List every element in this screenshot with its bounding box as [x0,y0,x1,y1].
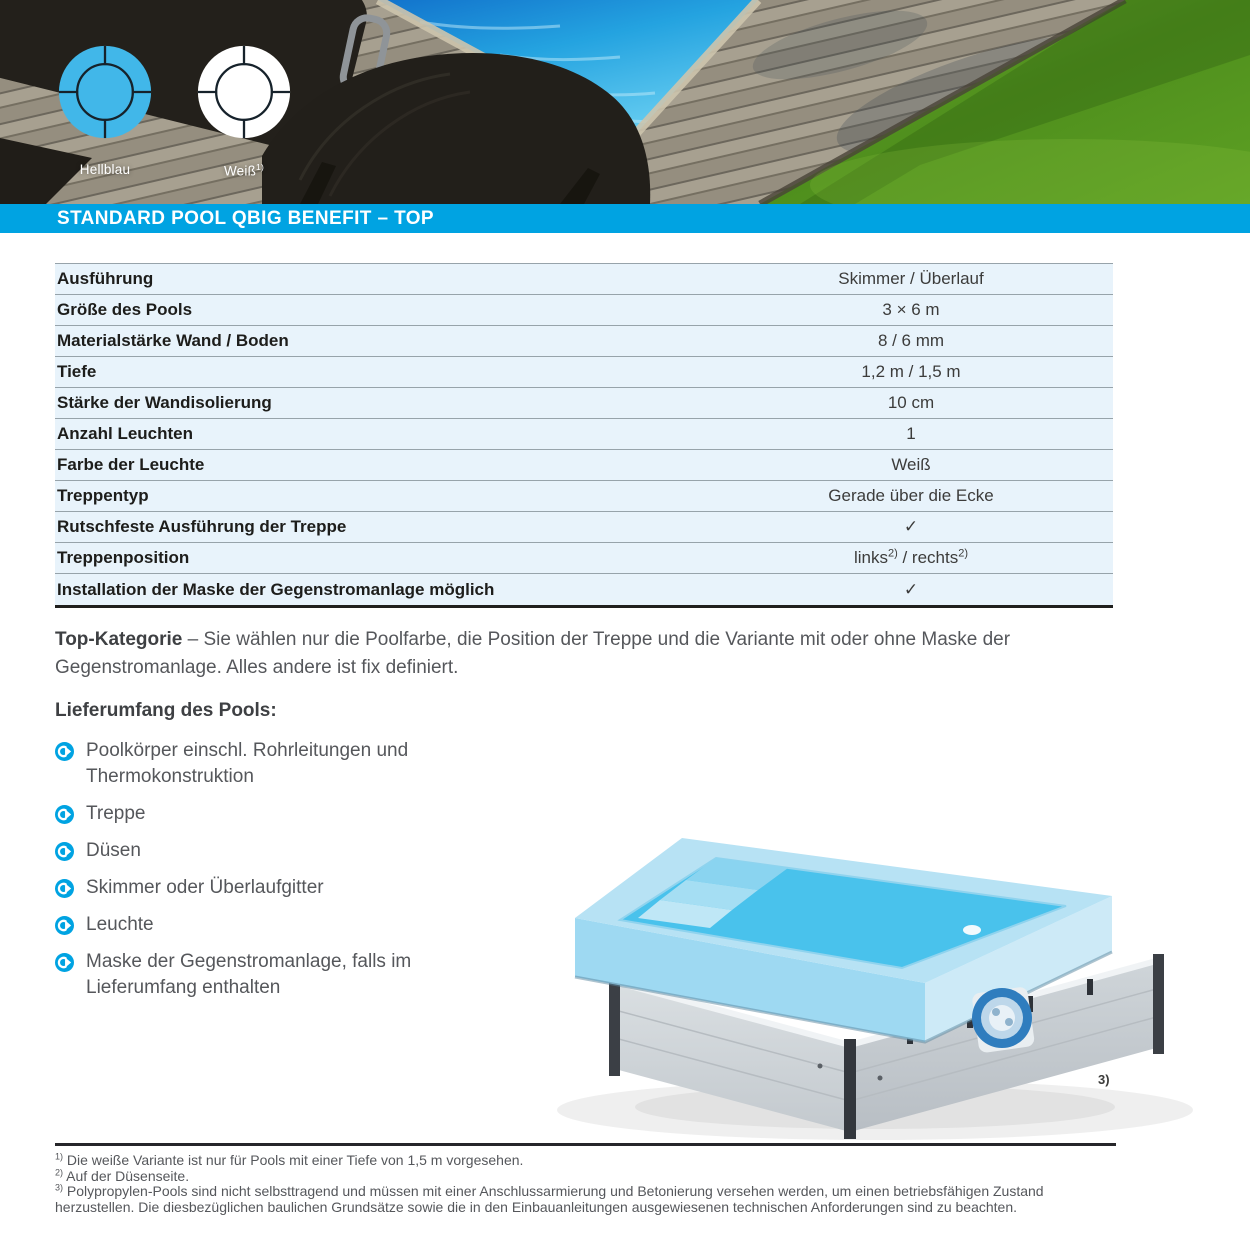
description-lead: Top-Kategorie [55,629,183,650]
table-row [55,419,1113,450]
list-item-text: Treppe [86,803,146,824]
spec-label: Treppentyp [57,486,149,505]
footnote-marker: 1) [55,1151,64,1162]
scope-heading: Lieferumfang des Pools: [55,700,277,721]
section-title-bar [0,204,1250,233]
list-item [55,738,480,790]
pool-lamp [963,925,981,935]
scope-list [55,738,480,1012]
table-row [55,295,1113,326]
list-item [55,912,480,938]
list-item [55,949,480,1001]
spec-value: 10 cm [887,393,935,412]
circle-arrow-right-icon [55,879,74,898]
spec-label: Ausführung [57,269,154,288]
spec-label: Tiefe [57,362,97,381]
spec-value: 3 × 6 m [882,300,940,319]
table-row [55,481,1113,512]
footnote-marker: 3) [55,1182,64,1193]
color-swatch-hellblau [57,44,153,177]
table-row [55,512,1113,543]
spec-value: Gerade über die Ecke [828,486,994,505]
footnote [55,1166,1060,1185]
list-item [55,875,480,901]
circle-arrow-right-icon [55,916,74,935]
list-item-text: Poolkörper einschl. Rohrleitungen und Thermokonstruktion [86,740,409,787]
spec-table [55,263,1113,608]
list-item-text: Maske der Gegenstromanlage, falls im Lieferumfang enthalten [86,951,412,998]
spec-label: Farbe der Leuchte [57,455,205,474]
table-row [55,574,1113,605]
circle-arrow-right-icon [55,953,74,972]
swatch-label: Weiß$^{1)}$ [223,162,265,179]
spec-label: Materialstärke Wand / Boden [57,331,289,350]
list-item-text: Leuchte [86,914,154,935]
footnote [55,1184,1060,1215]
footnote-text: Polypropylen-Pools sind nicht selbsttragend und müssen mit einer Anschlussarmierung und Betonierung versehen werden, um einen betriebsfähigen Zustand herzustellen. Die diesbezüglichen baulichen Grundsätze sowie die in den Einbauanleitungen ausgewiesenen technischen Anforderungen sind zu beachten. [55,1183,1044,1215]
spec-value: 8 / 6 mm [877,331,945,350]
spec-value: Skimmer / Überlauf [838,269,984,288]
spec-value: 1 [906,424,916,443]
spec-value: ✓ [903,579,919,599]
table-row [55,388,1113,419]
category-description [55,626,1180,682]
spec-label: Größe des Pools [57,300,193,319]
divider-rule [55,1143,1116,1146]
footnotes [55,1153,1060,1215]
pool-top-view-icon [196,44,292,140]
list-item [55,801,480,827]
counter-current-unit [971,986,1035,1053]
pool-top-view-icon [57,44,153,140]
spec-label: Treppenposition [57,548,190,567]
list-item [55,838,480,864]
list-item-text: Skimmer oder Überlaufgitter [86,877,324,898]
pool-illustration [520,810,1220,1148]
spec-value: Weiß [891,455,931,474]
list-item-text: Düsen [86,840,141,861]
hero-photo [0,0,1250,204]
color-swatch-weiss [196,44,292,179]
spec-label: Anzahl Leuchten [57,424,194,443]
spec-value: ✓ [903,517,919,536]
spec-label: Rutschfeste Ausführung der Treppe [57,517,347,536]
pool-terrace-photo [0,0,1250,204]
page-title: STANDARD POOL QBIG BENEFIT – TOP [57,207,435,229]
footnote [55,1153,1060,1169]
footnote-text: Auf der Düsenseite. [63,1167,190,1184]
swatch-label: Hellblau [79,162,131,177]
circle-arrow-right-icon [55,805,74,824]
footnote-text: Die weiße Variante ist nur für Pools mit einer Tiefe von 1,5 m vorgesehen. [63,1152,524,1168]
spec-label: Installation der Maske der Gegenstromanlage möglich [57,579,495,599]
footnote-marker: 2) [55,1166,64,1177]
circle-arrow-right-icon [55,742,74,761]
spec-value: 1,2 m / 1,5 m [861,362,961,381]
table-row [55,326,1113,357]
table-row [55,357,1113,388]
spec-label: Stärke der Wandisolierung [57,393,272,412]
description-text: – Sie wählen nur die Poolfarbe, die Position der Treppe und die Variante mit oder ohne Maske der Gegenstromanlage. Alles andere ist fix definiert. [55,629,1011,678]
table-row [55,543,1113,574]
pool-product-image [520,810,1220,1148]
circle-arrow-right-icon [55,842,74,861]
figure-reference: 3) [1098,1072,1110,1087]
table-row [55,450,1113,481]
table-row [55,264,1113,295]
spec-value: links$^{2)}$ / rechts$^{2)}$ [853,547,969,567]
